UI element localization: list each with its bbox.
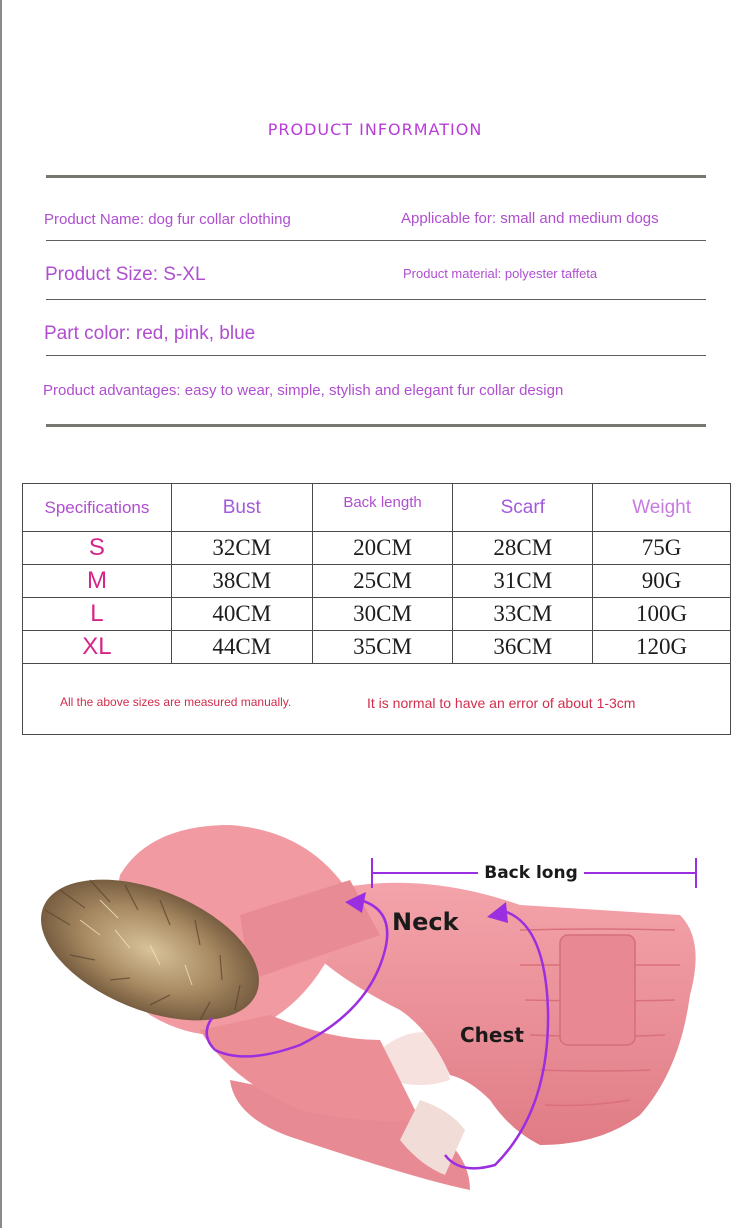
part-color-text: Part color: red, pink, blue xyxy=(44,323,256,344)
header-weight: Weight xyxy=(593,484,731,532)
note-cell xyxy=(23,664,731,735)
section-title: PRODUCT INFORMATION xyxy=(267,120,483,139)
scarf-cell: 31CM xyxy=(453,565,593,598)
size-cell: M xyxy=(23,565,172,598)
top-divider xyxy=(46,175,706,178)
product-size-text: Product Size: S-XL xyxy=(45,264,206,285)
bottom-divider xyxy=(46,424,706,427)
header-back-length: Back length xyxy=(312,484,453,532)
note-manual-measure: All the above sizes are measured manually. xyxy=(60,695,292,709)
bust-cell: 32CM xyxy=(171,532,312,565)
bust-cell: 40CM xyxy=(171,598,312,631)
back-length-cell: 30CM xyxy=(312,598,453,631)
weight-cell: 120G xyxy=(593,631,731,664)
size-cell: L xyxy=(23,598,172,631)
row-divider xyxy=(46,355,706,356)
weight-cell: 90G xyxy=(593,565,731,598)
table-header-row xyxy=(23,484,731,532)
table-row xyxy=(23,631,731,664)
table-row xyxy=(23,532,731,565)
scarf-cell: 33CM xyxy=(453,598,593,631)
header-specifications: Specifications xyxy=(23,484,172,532)
coat-measurement-diagram xyxy=(0,780,750,1228)
size-cell: S xyxy=(23,532,172,565)
chest-label: Chest xyxy=(460,1023,524,1047)
scarf-cell: 28CM xyxy=(453,532,593,565)
table-row xyxy=(23,565,731,598)
neck-label: Neck xyxy=(392,908,459,936)
row-divider xyxy=(46,240,706,241)
row-divider xyxy=(46,299,706,300)
advantages-text: Product advantages: easy to wear, simple, stylish and elegant fur collar design xyxy=(43,382,564,399)
back-length-cell: 20CM xyxy=(312,532,453,565)
material-text: Product material: polyester taffeta xyxy=(403,266,598,281)
back-long-label: Back long xyxy=(484,863,578,883)
bust-cell: 44CM xyxy=(171,631,312,664)
coat-front xyxy=(200,1015,420,1121)
header-bust: Bust xyxy=(171,484,312,532)
scarf-cell: 36CM xyxy=(453,631,593,664)
table-row xyxy=(23,598,731,631)
applicable-text: Applicable for: small and medium dogs xyxy=(401,210,659,227)
back-length-cell: 25CM xyxy=(312,565,453,598)
weight-cell: 75G xyxy=(593,532,731,565)
coat-pocket xyxy=(560,935,635,1045)
back-length-cell: 35CM xyxy=(312,631,453,664)
size-cell: XL xyxy=(23,631,172,664)
header-scarf: Scarf xyxy=(453,484,593,532)
bust-cell: 38CM xyxy=(171,565,312,598)
note-error-range: It is normal to have an error of about 1-3cm xyxy=(367,695,636,711)
product-name-text: Product Name: dog fur collar clothing xyxy=(44,211,291,228)
weight-cell: 100G xyxy=(593,598,731,631)
size-spec-table xyxy=(22,483,731,735)
table-note-row xyxy=(23,664,731,735)
